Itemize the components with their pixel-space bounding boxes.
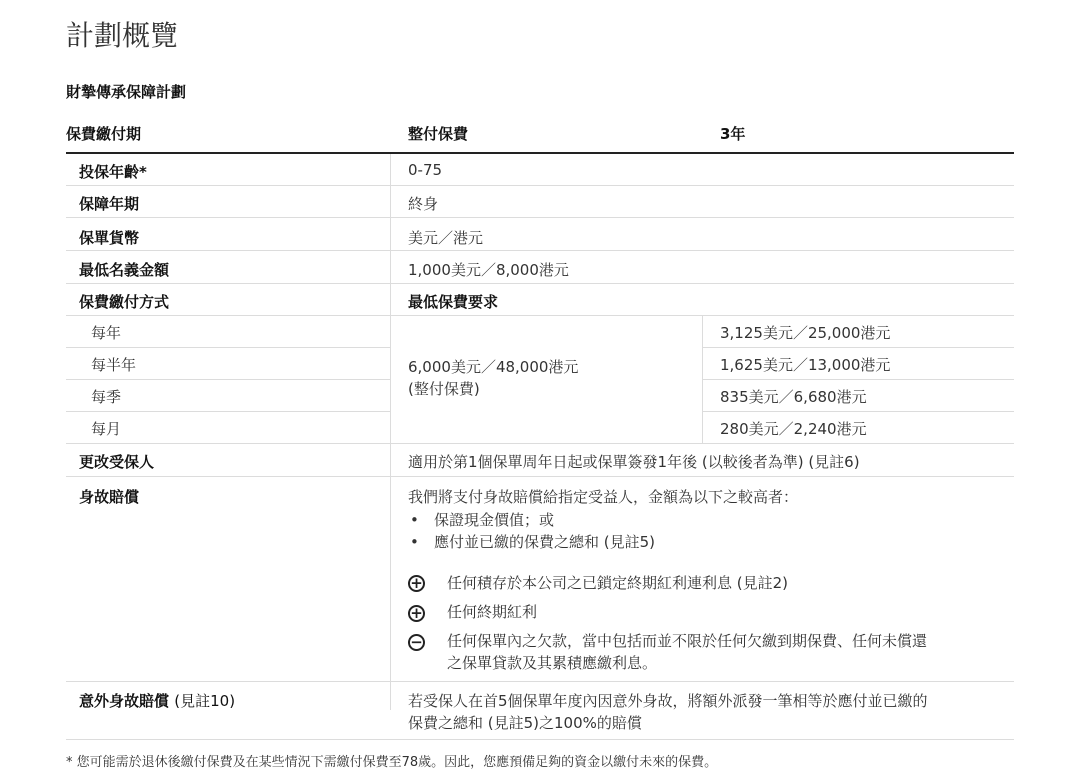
mode-quarterly: 每季	[91, 388, 122, 406]
minus-circle-icon: −	[408, 634, 425, 651]
header-rule	[66, 152, 1014, 154]
death-benefit-bullet	[410, 531, 655, 552]
row-divider	[702, 411, 1014, 412]
row-divider	[66, 347, 390, 348]
minus-item	[447, 630, 927, 674]
min-premium-heading: 最低保費要求	[408, 293, 499, 311]
age-value: 0-75	[408, 161, 443, 179]
row-divider	[66, 315, 1014, 316]
row-divider	[66, 476, 1014, 477]
mode-annual: 每年	[91, 324, 122, 342]
change-insured-label: 更改受保人	[79, 453, 155, 471]
page-title: 計劃概覽	[66, 19, 179, 52]
footnote: * 您可能需於退休後繳付保費及在某些情況下需繳付保費至78歲。因此，您應預備足夠的資金以繳付未來的保費。	[66, 755, 718, 770]
row-divider	[66, 379, 390, 380]
plus-item: 任何終期紅利	[447, 603, 538, 621]
min-amount-value: 1,000美元／8,000港元	[408, 261, 569, 279]
accidental-death-ref: (見註10)	[174, 692, 236, 710]
three-year-annual: 3,125美元／25,000港元	[720, 324, 891, 342]
three-year-semi-annual: 1,625美元／13,000港元	[720, 356, 891, 374]
row-divider	[702, 379, 1014, 380]
bullet-text: 應付並已繳的保費之總和 (見註5)	[434, 533, 656, 551]
header-three-year: 3年	[720, 125, 746, 143]
row-divider	[702, 347, 1014, 348]
payment-mode-label: 保費繳付方式	[79, 293, 170, 311]
plus-circle-icon: +	[408, 605, 425, 622]
plan-name: 財摯傳承保障計劃	[66, 83, 187, 101]
minus-item-line: 任何保單內之欠款，當中包括而並不限於任何欠繳到期保費、任何未償還	[447, 632, 928, 650]
header-premium-term: 保費繳付期	[66, 125, 142, 143]
min-amount-label: 最低名義金額	[79, 261, 170, 279]
header-single-premium: 整付保費	[408, 125, 469, 143]
term-label: 保障年期	[79, 195, 140, 213]
bullet-text: 保證現金價值；或	[434, 511, 555, 529]
bullet-icon: •	[410, 511, 419, 529]
mode-monthly: 每月	[91, 420, 122, 438]
accidental-death-label	[79, 690, 235, 711]
bullet-icon: •	[410, 533, 419, 551]
row-divider	[66, 185, 1014, 186]
currency-value: 美元／港元	[408, 229, 484, 247]
single-premium-note: (整付保費)	[408, 380, 480, 398]
row-divider	[66, 739, 1014, 740]
minus-item-line: 之保單貸款及其累積應繳利息。	[447, 654, 658, 672]
row-divider	[66, 411, 390, 412]
single-premium-amount: 6,000美元／48,000港元	[408, 358, 579, 376]
accidental-death-line: 保費之總和 (見註5)之100%的賠償	[408, 714, 642, 732]
plus-item: 任何積存於本公司之已鎖定終期紅利連利息 (見註2)	[447, 574, 789, 592]
death-benefit-bullet	[410, 509, 554, 530]
term-value: 終身	[408, 195, 439, 213]
age-label: 投保年齡*	[79, 163, 147, 181]
plus-circle-icon: +	[408, 575, 425, 592]
row-divider	[66, 681, 1014, 682]
mode-semi-annual: 每半年	[91, 356, 137, 374]
currency-label: 保單貨幣	[79, 229, 140, 247]
death-benefit-label: 身故賠償	[79, 488, 140, 506]
death-benefit-intro: 我們將支付身故賠償給指定受益人，金額為以下之較高者：	[408, 488, 799, 506]
row-divider	[66, 283, 1014, 284]
row-divider	[66, 443, 1014, 444]
column-divider	[390, 154, 391, 710]
three-year-monthly: 280美元／2,240港元	[720, 420, 867, 438]
three-year-quarterly: 835美元／6,680港元	[720, 388, 867, 406]
row-divider	[66, 250, 1014, 251]
accidental-death-line: 若受保人在首5個保單年度內因意外身故，將額外派發一筆相等於應付並已繳的	[408, 692, 928, 710]
row-divider	[66, 217, 1014, 218]
accidental-death-label-text: 意外身故賠償	[79, 692, 170, 710]
change-insured-value: 適用於第1個保單周年日起或保單簽發1年後 (以較後者為準) (見註6)	[408, 453, 860, 471]
